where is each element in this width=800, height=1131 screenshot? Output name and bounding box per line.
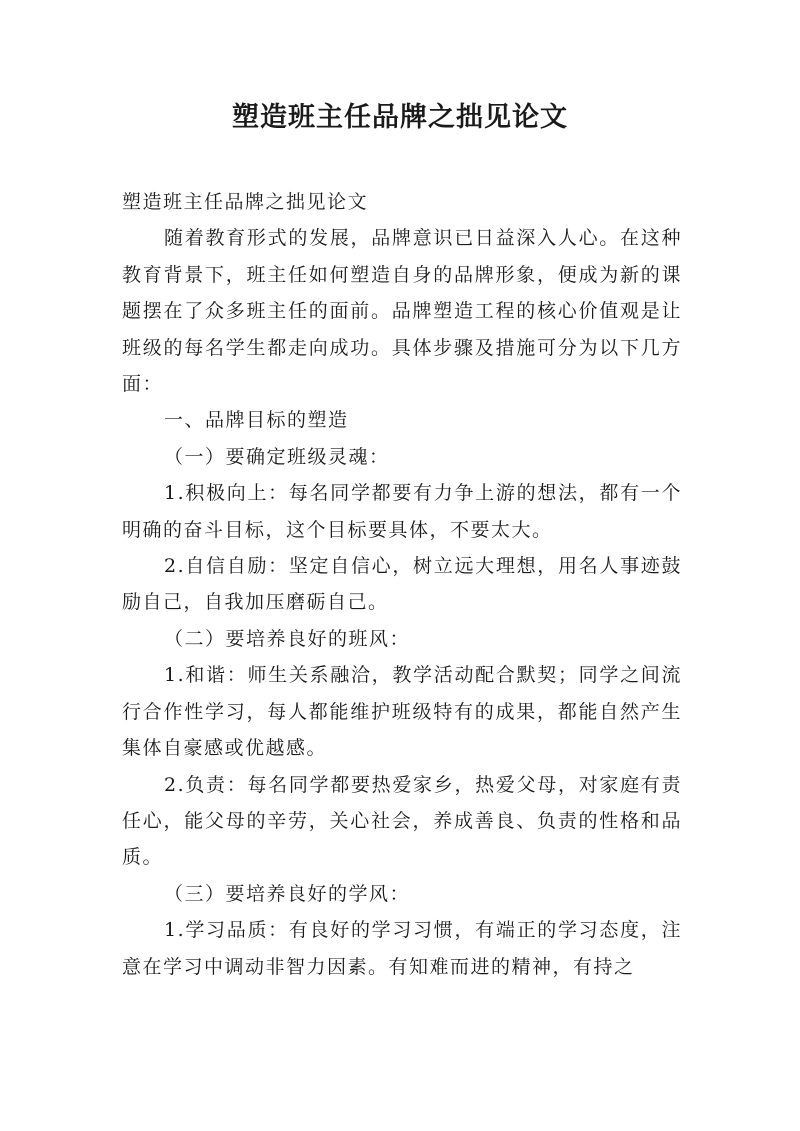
document-title: 塑造班主任品牌之拙见论文 — [232, 102, 568, 133]
subsection-heading-class-soul: （一）要确定班级灵魂： — [164, 445, 390, 468]
paragraph-intro: 随着教育形式的发展，品牌意识已日益深入人心。在这种教育背景下，班主任如何塑造自身的品牌形象，便成为新的课题摆在了众多班主任的面前。品牌塑造工程的核心价值观是让班级的每名学生都走向成功。具体步骤及措施可分为以下几方面： — [122, 227, 682, 396]
list-item-positive: 1.积极向上：每名同学都要有力争上游的想法，都有一个明确的奋斗目标，这个目标要具体，不要太大。 — [122, 482, 682, 541]
list-item-study-quality: 1.学习品质：有良好的学习习惯，有端正的学习态度，注意在学习中调动非智力因素。有知难而进的精神，有持之 — [122, 919, 682, 978]
list-item-self-confidence: 2.自信自励：坚定自信心，树立远大理想，用名人事迹鼓励自己，自我加压磨砺自己。 — [122, 555, 682, 614]
subsection-heading-class-style: （二）要培养良好的班风： — [164, 627, 411, 650]
document-body — [122, 184, 682, 985]
paragraph-subtitle: 塑造班主任品牌之拙见论文 — [122, 191, 369, 213]
subsection-heading-study-style: （三）要培养良好的学风： — [164, 882, 411, 905]
list-item-responsibility: 2.负责：每名同学都要热爱家乡，热爱父母，对家庭有责任心，能父母的辛劳，关心社会，养成善良、负责的性格和品质。 — [122, 773, 682, 869]
section-heading-brand-goal: 一、品牌目标的塑造 — [164, 409, 349, 432]
list-item-harmony: 1.和谐：师生关系融洽，教学活动配合默契；同学之间流行合作性学习，每人都能维护班级特有的成果，都能自然产生集体自豪感或优越感。 — [122, 664, 682, 760]
